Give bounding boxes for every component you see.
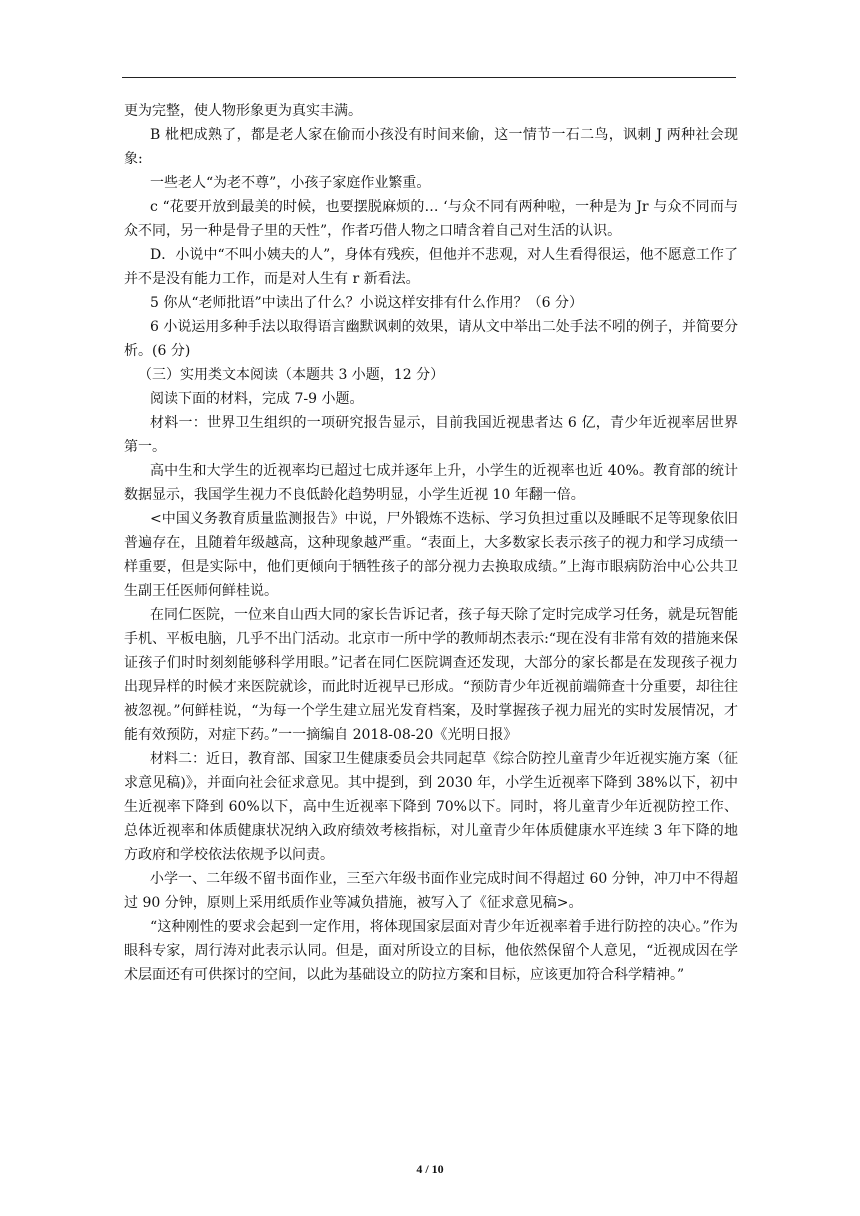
page-number: 4 / 10 xyxy=(416,1162,444,1176)
question-6: 6 小说运用多种手法以取得语言幽默讽刺的效果，请从文中举出二处手法不吲的例子，并简要分析。(6 分) xyxy=(124,319,738,359)
instruction: 阅读下面的材料，完成 7-9 小题。 xyxy=(150,391,364,407)
paragraph: 小学一、二年级不留书面作业，三至六年级书面作业完成时间不得超过 60 分钟，冲刀中不得超过 90 分钟，原则上采用纸质作业等减负措施，被写入了《征求意见稿>。 xyxy=(124,871,738,911)
paragraph: 高中生和大学生的近视率均已超过七成并逐年上升，小学生的近视率也近 40%。教育部的统计数据显示，我国学生视力不良低龄化趋势明显，小学生近视 10 年翻一倍。 xyxy=(124,463,738,503)
paragraph: <中国义务教育质量监测报告》中说，尸外锻炼不迭标、学习负担过重以及睡眠不足等现象依旧普遍存在，且随着年级越高，这种现象越严重。“表面上，大多数家长表示孩子的视力和学习成绩一样重要，但是实际中，他们更倾向于牺牲孩子的部分视力去换取成绩。”上海市眼病防治中心公共卫生副王任医师何鲜桂说。 xyxy=(124,511,738,599)
paragraph: 更为完整，使人物形象更为真实丰满。 xyxy=(124,103,362,119)
paragraph: 一些老人“为老不尊”，小孩子家庭作业繁重。 xyxy=(150,175,431,191)
question-5: 5 你从“老师批语”中读出了什么？小说这样安排有什么作用？（6 分） xyxy=(150,295,584,311)
paragraph: 材料一：世界卫生组织的一项研究报告显示，目前我国近视患者达 6 亿，青少年近视率居世界第一。 xyxy=(124,415,738,455)
header-rule xyxy=(122,77,736,78)
paragraph: 在同仁医院，一位来自山西大同的家长告诉记者，孩子每天除了定时完成学习任务，就是玩智能手机、平板电脑，几乎不出门活动。北京市一所中学的教师胡杰表示:“现在没有非常有效的措施来保证孩子们时时刻刻能够科学用眼。”记者在同仁医院调查还发现，大部分的家长都是在发现孩子视力出现异样的时候才来医院就诊，而此时近视早已形成。“预防青少年近视前端筛查十分重要，却往往被忽视。”何鲜桂说，“为每一个学生建立屈光发育档案，及时掌握孩子视力屈光的实时发展情况，才能有效预防，对症下药。”一一摘编自 2018-08-20《光明日报》 xyxy=(124,607,738,743)
paragraph: “这种刚性的要求会起到一定作用，将体现国家层面对青少年近视率着手进行防控的决心。”作为眼科专家，周行涛对此表示认同。但是，面对所设立的目标，他依然保留个人意见，“近视成因在学术层面还有可供探讨的空间，以此为基础设立的防拉方案和目标，应该更加符合科学精神。” xyxy=(124,919,738,983)
paragraph: c “花要开放到最美的时候，也要摆脱麻烦的… ‘与众不同有两种啦，一种是为 Jr 与众不同而与众不同，另一种是骨子里的天性”，作者巧借人物之口晴含着自己对生活的认识。 xyxy=(124,199,738,239)
section-heading: （三）实用类文本阅读（本题共 3 小题，12 分） xyxy=(138,367,445,383)
paragraph: D．小说中“不叫小姨夫的人”，身体有残疾，但他并不悲观，对人生看得很运，他不愿意工作了并不是没有能力工作，而是对人生有 r 新看法。 xyxy=(124,247,738,287)
paragraph: 材料二：近日，教育部、国家卫生健康委员会共同起草《综合防控儿童青少年近视实施方案（征求意见稿)》，并面向社会征求意见。其中提到，到 2030 年，小学生近视率下降到 38%以下，初中生近视率下降到 60%以下，高中生近视率下降到 70%以下。同时，将儿童青少年近视防控工作、总体近视率和体质健康状况纳入政府绩效考核指标，对儿童青少年体质健康水平连续 3 年下降的地方政府和学校依法依规予以问责。 xyxy=(124,751,738,863)
paragraph: B 枇杷成熟了，都是老人家在偷而小孩没有时间来偷，这一情节一石二鸟，讽刺 J 两种社会现象: xyxy=(124,127,738,167)
document-body xyxy=(124,99,738,987)
